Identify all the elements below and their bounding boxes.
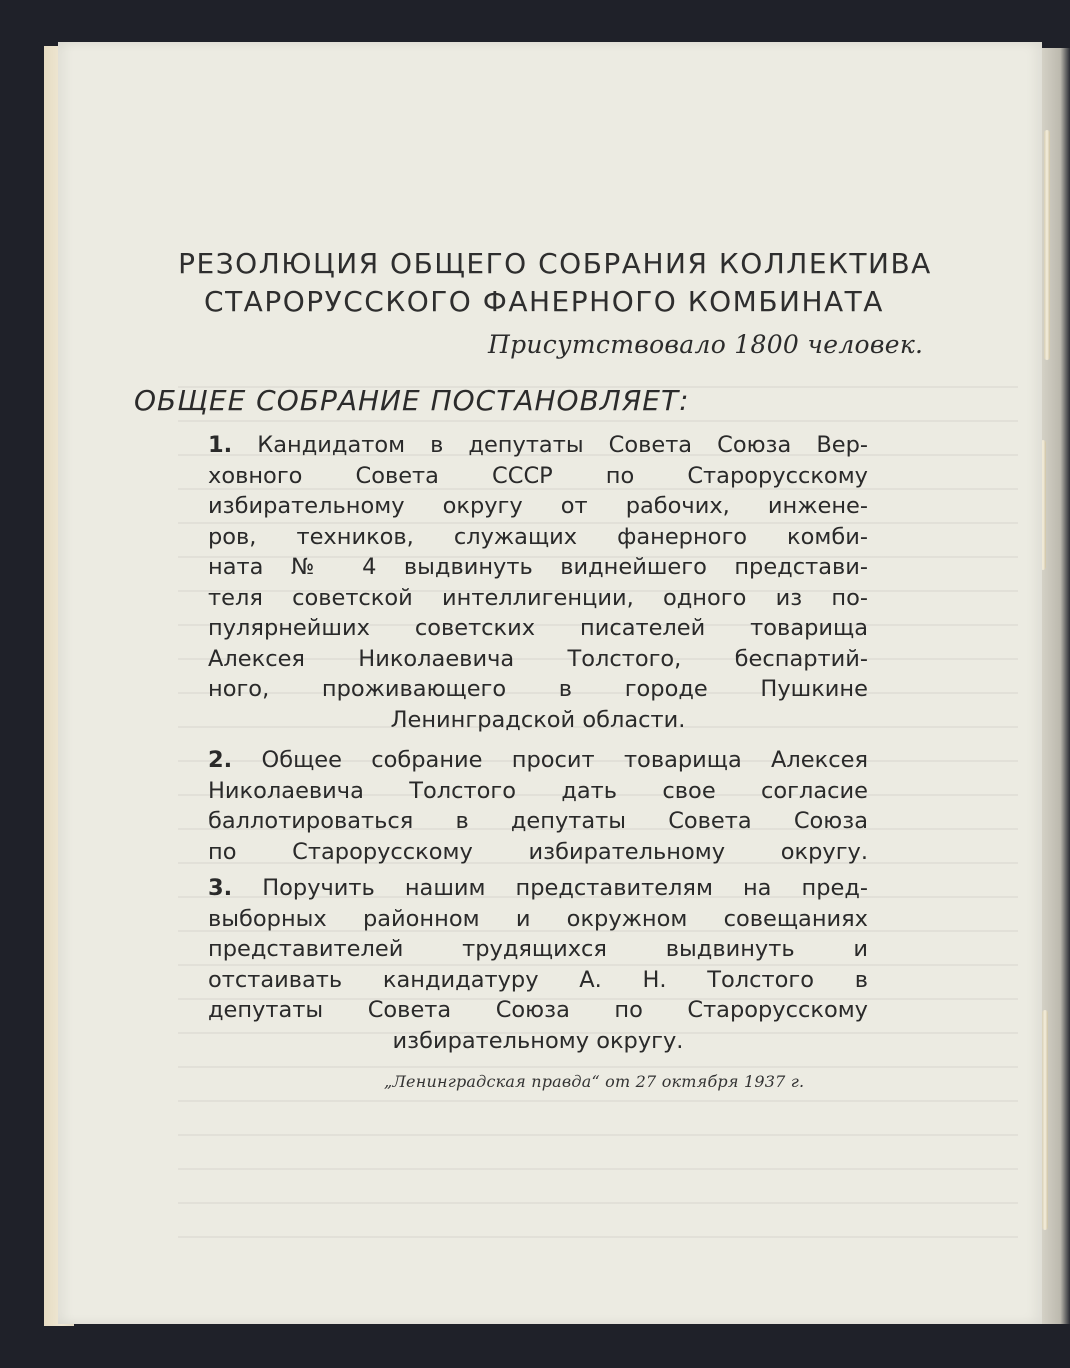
item-line: баллотироваться в депутаты Совета Союза xyxy=(208,808,868,834)
resolution-heading: ОБЩЕЕ СОБРАНИЕ ПОСТАНОВЛЯЕТ: xyxy=(134,384,690,417)
item-line: 2. Общее собрание просит товарища Алексея xyxy=(208,747,868,773)
item-line: депутаты Совета Союза по Старорусскому xyxy=(208,997,868,1023)
item-line: ного, проживающего в городе Пушкине xyxy=(208,676,868,702)
item-line: ров, техников, служащих фанерного комби- xyxy=(208,523,868,550)
item-line: представителей трудящихся выдвинуть и xyxy=(208,936,868,962)
item-line: по Старорусскому избирательному округу. xyxy=(208,838,868,865)
resolution-item-1 xyxy=(208,430,868,735)
item-line: выборных районном и окружном совещаниях xyxy=(208,905,868,932)
attendance-note: Присутствовало 1800 человек. xyxy=(488,330,924,359)
item-line: отстаивать кандидатуру А. Н. Толстого в xyxy=(208,966,868,993)
item-line: избирательному округу. xyxy=(392,1027,684,1054)
resolution-item-3 xyxy=(208,873,868,1056)
item-line: избирательному округу от рабочих, инжене- xyxy=(208,493,868,519)
item-line: 3. Поручить нашим представителям на пред- xyxy=(208,875,868,901)
item-number: 1. xyxy=(208,432,233,458)
item-line: ната № 4 выдвинуть виднейшего представи- xyxy=(208,554,868,580)
item-line: теля советской интеллигенции, одного из по- xyxy=(208,584,868,611)
item-number: 2. xyxy=(208,747,233,773)
binding-thread xyxy=(1042,1010,1048,1230)
item-number: 3. xyxy=(208,875,233,901)
item-line: Николаевича Толстого дать свое согласие xyxy=(208,777,868,804)
document-title-line-1: РЕЗОЛЮЦИЯ ОБЩЕГО СОБРАНИЯ КОЛЛЕКТИВА xyxy=(178,247,932,280)
source-citation: „Ленинградская правда“ от 27 октября 1937 г. xyxy=(384,1072,805,1091)
item-line: Ленинградской области. xyxy=(390,706,686,733)
document-title-line-2: СТАРОРУССКОГО ФАНЕРНОГО КОМБИНАТА xyxy=(204,285,884,318)
resolution-item-2 xyxy=(208,745,868,867)
item-line: ховного Совета СССР по Старорусскому xyxy=(208,462,868,489)
item-line: Алексея Николаевича Толстого, беспартий- xyxy=(208,645,868,672)
document-page xyxy=(58,42,1042,1324)
item-line: пулярнейших советских писателей товарища xyxy=(208,615,868,641)
item-line: 1. Кандидатом в депутаты Совета Союза Вер- xyxy=(208,432,868,458)
